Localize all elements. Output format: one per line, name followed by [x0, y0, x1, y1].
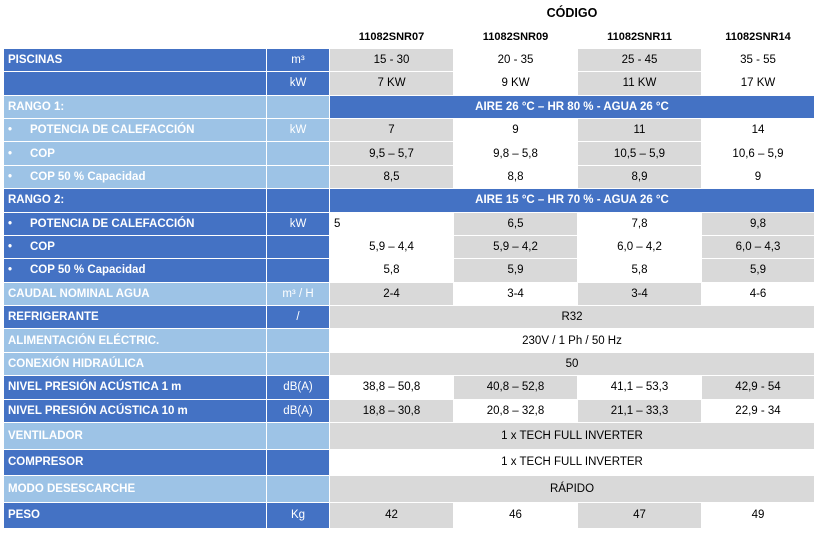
value-cell: 40,8 – 52,8 — [454, 376, 578, 399]
value-cell: 7,8 — [578, 212, 702, 235]
row-alimentacion — [4, 329, 814, 352]
row-label: VENTILADOR — [4, 423, 267, 450]
specs-table — [3, 1, 814, 529]
row-unit — [267, 235, 330, 258]
row-label: CONEXIÓN HIDRAÚLICA — [4, 352, 267, 375]
value-cell: RÁPIDO — [330, 476, 814, 503]
value-cell: 14 — [702, 118, 814, 141]
value-cell: 9 — [702, 165, 814, 188]
row-kw — [4, 72, 814, 95]
row-unit: / — [267, 306, 330, 329]
value-cell: 22,9 - 34 — [702, 399, 814, 422]
row-label-text: POTENCIA DE CALEFACCIÓN — [30, 217, 195, 230]
row-label — [4, 235, 267, 258]
row-rango2 — [4, 189, 814, 212]
model-code: 11082SNR09 — [454, 25, 578, 48]
row-unit: kW — [267, 212, 330, 235]
row-label: MODO DESESCARCHE — [4, 476, 267, 503]
row-unit — [267, 352, 330, 375]
value-cell: 18,8 – 30,8 — [330, 399, 454, 422]
row-label: CAUDAL NOMINAL AGUA — [4, 282, 267, 305]
value-cell: 1 x TECH FULL INVERTER — [330, 449, 814, 476]
value-cell: 10,5 – 5,9 — [578, 142, 702, 165]
value-cell: 5,8 — [578, 259, 702, 282]
row-r2-potencia — [4, 212, 814, 235]
row-nivel-10m — [4, 399, 814, 422]
row-label: PISCINAS — [4, 48, 267, 71]
row-ventilador — [4, 423, 814, 450]
value-cell: 8,9 — [578, 165, 702, 188]
row-r2-cop50 — [4, 259, 814, 282]
row-rango1 — [4, 95, 814, 118]
row-label — [4, 142, 267, 165]
value-cell: 9 — [454, 118, 578, 141]
corner-cell — [267, 2, 330, 25]
row-refrigerante — [4, 306, 814, 329]
header-models-row — [4, 25, 814, 48]
value-cell: 9,8 – 5,8 — [454, 142, 578, 165]
row-unit — [267, 476, 330, 503]
value-cell: 5,9 – 4,2 — [454, 235, 578, 258]
value-cell: 9 KW — [454, 72, 578, 95]
header-codigo-row — [4, 2, 814, 25]
value-cell: 230V / 1 Ph / 50 Hz — [330, 329, 814, 352]
corner-cell — [4, 25, 267, 48]
value-cell: 5,9 — [702, 259, 814, 282]
row-unit — [267, 449, 330, 476]
corner-cell — [4, 2, 267, 25]
row-label: NIVEL PRESIÓN ACÚSTICA 1 m — [4, 376, 267, 399]
value-cell: 21,1 – 33,3 — [578, 399, 702, 422]
value-cell: 10,6 – 5,9 — [702, 142, 814, 165]
row-modo-desescarche — [4, 476, 814, 503]
value-cell: 47 — [578, 502, 702, 529]
value-cell: 6,0 – 4,2 — [578, 235, 702, 258]
row-label: COMPRESOR — [4, 449, 267, 476]
value-cell: 5,9 – 4,4 — [330, 235, 454, 258]
row-label: RANGO 1: — [4, 95, 267, 118]
row-unit — [267, 142, 330, 165]
row-label: RANGO 2: — [4, 189, 267, 212]
value-cell: 42 — [330, 502, 454, 529]
row-unit: m³ — [267, 48, 330, 71]
row-label-text: COP 50 % Capacidad — [30, 170, 146, 183]
row-r1-cop50 — [4, 165, 814, 188]
row-r1-potencia — [4, 118, 814, 141]
range-conditions: AIRE 15 °C – HR 70 % - AGUA 26 °C — [330, 189, 814, 212]
value-cell: 35 - 55 — [702, 48, 814, 71]
bullet-icon: • — [8, 217, 13, 230]
range-conditions: AIRE 26 °C – HR 80 % - AGUA 26 °C — [330, 95, 814, 118]
bullet-icon: • — [8, 241, 13, 254]
row-piscinas — [4, 48, 814, 71]
value-cell: 25 - 45 — [578, 48, 702, 71]
row-unit: dB(A) — [267, 399, 330, 422]
model-code: 11082SNR14 — [702, 25, 814, 48]
value-cell: 20,8 – 32,8 — [454, 399, 578, 422]
value-cell: 20 - 35 — [454, 48, 578, 71]
row-peso — [4, 502, 814, 529]
row-unit — [267, 189, 330, 212]
row-label-text: COP 50 % Capacidad — [30, 264, 146, 277]
value-cell: 11 KW — [578, 72, 702, 95]
bullet-icon: • — [8, 124, 13, 137]
row-label-text: POTENCIA DE CALEFACCIÓN — [30, 124, 195, 137]
row-unit: Kg — [267, 502, 330, 529]
value-cell: 46 — [454, 502, 578, 529]
model-code: 11082SNR11 — [578, 25, 702, 48]
value-cell: 3-4 — [454, 282, 578, 305]
row-unit — [267, 423, 330, 450]
row-label — [4, 259, 267, 282]
row-unit — [267, 329, 330, 352]
row-unit: m³ / H — [267, 282, 330, 305]
row-compresor — [4, 449, 814, 476]
row-label-text: COP — [30, 241, 55, 254]
row-label — [4, 118, 267, 141]
value-cell: 17 KW — [702, 72, 814, 95]
row-unit — [267, 259, 330, 282]
value-cell: 5,9 — [454, 259, 578, 282]
bullet-icon: • — [8, 147, 13, 160]
row-unit — [267, 165, 330, 188]
bullet-icon: • — [8, 264, 13, 277]
value-cell: 5,8 — [330, 259, 454, 282]
row-caudal — [4, 282, 814, 305]
row-label: PESO — [4, 502, 267, 529]
value-cell: 1 x TECH FULL INVERTER — [330, 423, 814, 450]
value-cell: 8,8 — [454, 165, 578, 188]
row-unit: kW — [267, 118, 330, 141]
value-cell: 6,0 – 4,3 — [702, 235, 814, 258]
value-cell: 9,8 — [702, 212, 814, 235]
value-cell: 7 — [330, 118, 454, 141]
value-cell: 50 — [330, 352, 814, 375]
value-cell: 42,9 - 54 — [702, 376, 814, 399]
value-cell: 38,8 – 50,8 — [330, 376, 454, 399]
row-label — [4, 165, 267, 188]
value-cell: 7 KW — [330, 72, 454, 95]
corner-cell — [267, 25, 330, 48]
row-unit: kW — [267, 72, 330, 95]
value-cell: 2-4 — [330, 282, 454, 305]
bullet-icon: • — [8, 170, 13, 183]
row-label: NIVEL PRESIÓN ACÚSTICA 10 m — [4, 399, 267, 422]
row-label — [4, 212, 267, 235]
row-unit: dB(A) — [267, 376, 330, 399]
value-cell: R32 — [330, 306, 814, 329]
row-label: ALIMENTACIÓN ELÉCTRIC. — [4, 329, 267, 352]
value-cell: 9,5 – 5,7 — [330, 142, 454, 165]
value-cell: 4-6 — [702, 282, 814, 305]
row-label-text: COP — [30, 147, 55, 160]
value-cell: 11 — [578, 118, 702, 141]
value-cell: 49 — [702, 502, 814, 529]
row-nivel-1m — [4, 376, 814, 399]
value-cell: 5 — [330, 212, 454, 235]
row-unit — [267, 95, 330, 118]
row-label: REFRIGERANTE — [4, 306, 267, 329]
model-code: 11082SNR07 — [330, 25, 454, 48]
row-r2-cop — [4, 235, 814, 258]
row-r1-cop — [4, 142, 814, 165]
row-conexion — [4, 352, 814, 375]
value-cell: 6,5 — [454, 212, 578, 235]
value-cell: 15 - 30 — [330, 48, 454, 71]
value-cell: 8,5 — [330, 165, 454, 188]
codigo-header: CÓDIGO — [330, 2, 814, 25]
row-label — [4, 72, 267, 95]
value-cell: 41,1 – 53,3 — [578, 376, 702, 399]
value-cell: 3-4 — [578, 282, 702, 305]
